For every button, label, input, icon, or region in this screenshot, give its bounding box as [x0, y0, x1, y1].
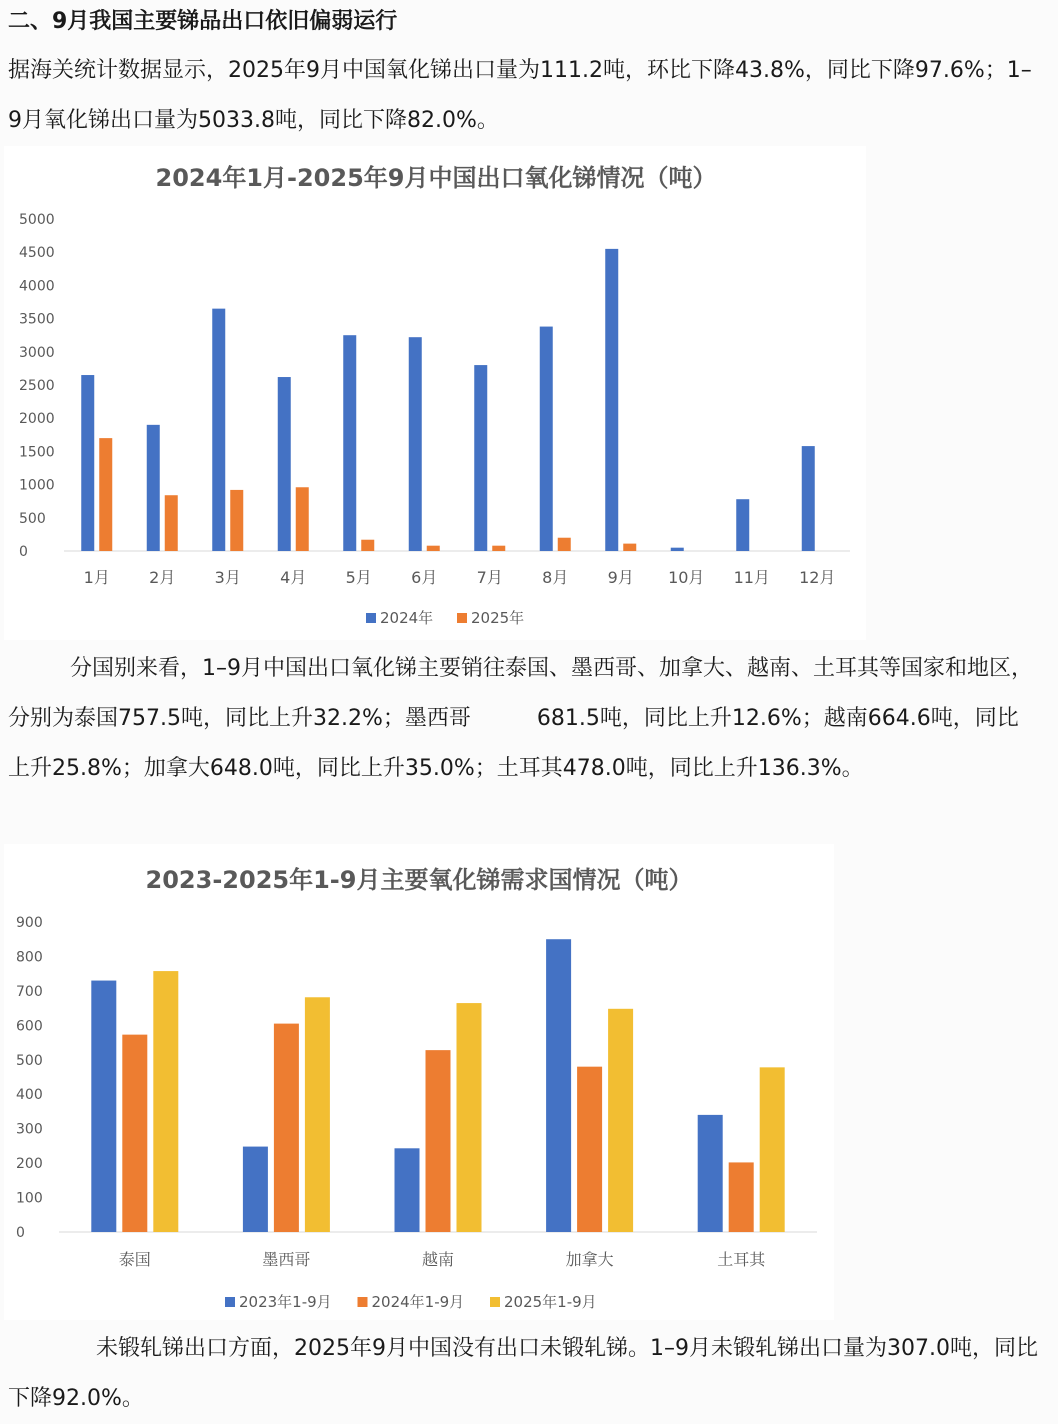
y-tick-label: 1000: [19, 477, 55, 494]
bar-2025年1-9月-土耳其: [760, 1067, 785, 1232]
y-tick-label: 4500: [19, 245, 55, 262]
x-category-label: 7月: [476, 568, 503, 587]
bar-2023年1-9月-越南: [395, 1148, 420, 1232]
legend-swatch: [457, 613, 467, 623]
country-demand-chart-svg: [4, 844, 834, 1320]
bar-2025年-8月: [558, 538, 571, 551]
y-tick-label: 3500: [19, 311, 55, 328]
bar-2025年-7月: [492, 546, 505, 551]
bar-2025年-5月: [361, 540, 374, 551]
bar-2023年1-9月-泰国: [91, 981, 116, 1232]
bar-2025年1-9月-越南: [457, 1003, 482, 1232]
legend-swatch: [358, 1297, 368, 1307]
bar-2025年1-9月-泰国: [153, 971, 178, 1232]
bar-2024年-11月: [736, 499, 749, 551]
bar-2024年-10月: [671, 548, 684, 551]
y-tick-label: 1500: [19, 444, 55, 461]
x-category-label: 3月: [214, 568, 241, 587]
legend-label: 2025年1-9月: [504, 1293, 597, 1311]
x-category-label: 8月: [542, 568, 569, 587]
bar-2024年1-9月-土耳其: [729, 1162, 754, 1232]
y-tick-label: 2000: [19, 411, 55, 428]
bar-2024年1-9月-加拿大: [577, 1067, 602, 1232]
y-tick-label: 2500: [19, 378, 55, 394]
bar-2024年-2月: [147, 425, 160, 551]
x-category-label: 加拿大: [565, 1250, 614, 1269]
bar-2024年-8月: [540, 327, 553, 551]
x-category-label: 9月: [607, 568, 634, 587]
bar-2023年1-9月-加拿大: [546, 939, 571, 1232]
bar-2025年-2月: [165, 495, 178, 551]
legend-label: 2024年: [380, 609, 434, 627]
bar-2025年-1月: [99, 438, 112, 551]
y-tick-label: 500: [19, 510, 46, 527]
bar-2024年1-9月-越南: [426, 1050, 451, 1232]
y-tick-label: 100: [16, 1190, 43, 1207]
x-category-label: 12月: [799, 568, 836, 587]
y-tick-label: 4000: [19, 278, 55, 295]
bar-2024年1-9月-墨西哥: [274, 1024, 299, 1232]
bar-2024年1-9月-泰国: [122, 1035, 147, 1232]
bar-2023年1-9月-土耳其: [698, 1115, 723, 1232]
y-tick-label: 0: [16, 1225, 25, 1241]
bar-2025年1-9月-加拿大: [608, 1009, 633, 1232]
bar-2025年-4月: [296, 487, 309, 551]
x-category-label: 墨西哥: [262, 1250, 311, 1269]
bar-2024年-5月: [343, 335, 356, 551]
bar-2024年-6月: [409, 337, 422, 551]
bar-2024年-9月: [605, 249, 618, 551]
paragraph-unwrought-antimony: 未锻轧锑出口方面，2025年9月中国没有出口未锻轧锑。1–9月未锻轧锑出口量为307.0吨，同比下降92.0%。: [8, 1336, 1038, 1411]
y-tick-label: 700: [16, 983, 43, 1000]
legend-swatch: [490, 1297, 500, 1307]
paragraph-country-breakdown: 分国别来看，1–9月中国出口氧化锑主要销往泰国、墨西哥、加拿大、越南、土耳其等国家和地区，分别为泰国757.5吨，同比上升32.2%；墨西哥 681.5吨，同比上升12.6%；越南664.6吨，同比上升25.8%；加拿大648.0吨，同比上升35.0%；土耳其478.0吨，同比上升136.3%。: [8, 656, 1033, 781]
legend-label: 2023年1-9月: [239, 1293, 332, 1311]
y-tick-label: 200: [16, 1156, 43, 1173]
x-category-label: 6月: [411, 568, 438, 587]
bar-2025年1-9月-墨西哥: [305, 997, 330, 1232]
bar-2024年-4月: [278, 377, 291, 551]
bar-2024年-3月: [212, 309, 225, 551]
legend-swatch: [366, 613, 376, 623]
bar-2025年-6月: [427, 546, 440, 551]
bar-2025年-3月: [230, 490, 243, 551]
paragraph-export-summary: 据海关统计数据显示，2025年9月中国氧化锑出口量为111.2吨，环比下降43.8%，同比下降97.6%；1–9月氧化锑出口量为5033.8吨，同比下降82.0%。: [8, 58, 1032, 133]
bar-2024年-7月: [474, 365, 487, 551]
y-tick-label: 800: [16, 949, 43, 966]
bar-2025年-9月: [623, 544, 636, 551]
monthly-export-chart: [4, 146, 866, 640]
bar-2023年1-9月-墨西哥: [243, 1147, 268, 1232]
y-tick-label: 400: [16, 1087, 43, 1104]
y-tick-label: 0: [19, 544, 28, 560]
y-tick-label: 5000: [19, 212, 55, 228]
chart-title: 2024年1月-2025年9月中国出口氧化锑情况（吨）: [155, 164, 717, 192]
y-tick-label: 900: [16, 915, 43, 931]
bar-2024年-1月: [81, 375, 94, 551]
y-tick-label: 500: [16, 1052, 43, 1069]
x-category-label: 4月: [280, 568, 307, 587]
legend-label: 2025年: [471, 609, 525, 627]
chart-title: 2023-2025年1-9月主要氧化锑需求国情况（吨）: [145, 866, 693, 894]
y-tick-label: 3000: [19, 344, 55, 361]
section-heading: 二、9月我国主要锑品出口依旧偏弱运行: [8, 9, 398, 34]
legend-swatch: [225, 1297, 235, 1307]
x-category-label: 越南: [421, 1250, 455, 1269]
x-category-label: 11月: [733, 568, 770, 587]
bar-2024年-12月: [802, 446, 815, 551]
x-category-label: 泰国: [118, 1250, 151, 1269]
x-category-label: 10月: [668, 568, 705, 587]
x-category-label: 2月: [149, 568, 176, 587]
y-tick-label: 300: [16, 1121, 43, 1138]
x-category-label: 1月: [83, 568, 110, 587]
y-tick-label: 600: [16, 1018, 43, 1035]
monthly-export-chart-svg: [4, 146, 866, 640]
country-demand-chart: [4, 844, 834, 1320]
legend-label: 2024年1-9月: [371, 1293, 465, 1311]
x-category-label: 土耳其: [717, 1250, 766, 1269]
x-category-label: 5月: [345, 568, 372, 587]
